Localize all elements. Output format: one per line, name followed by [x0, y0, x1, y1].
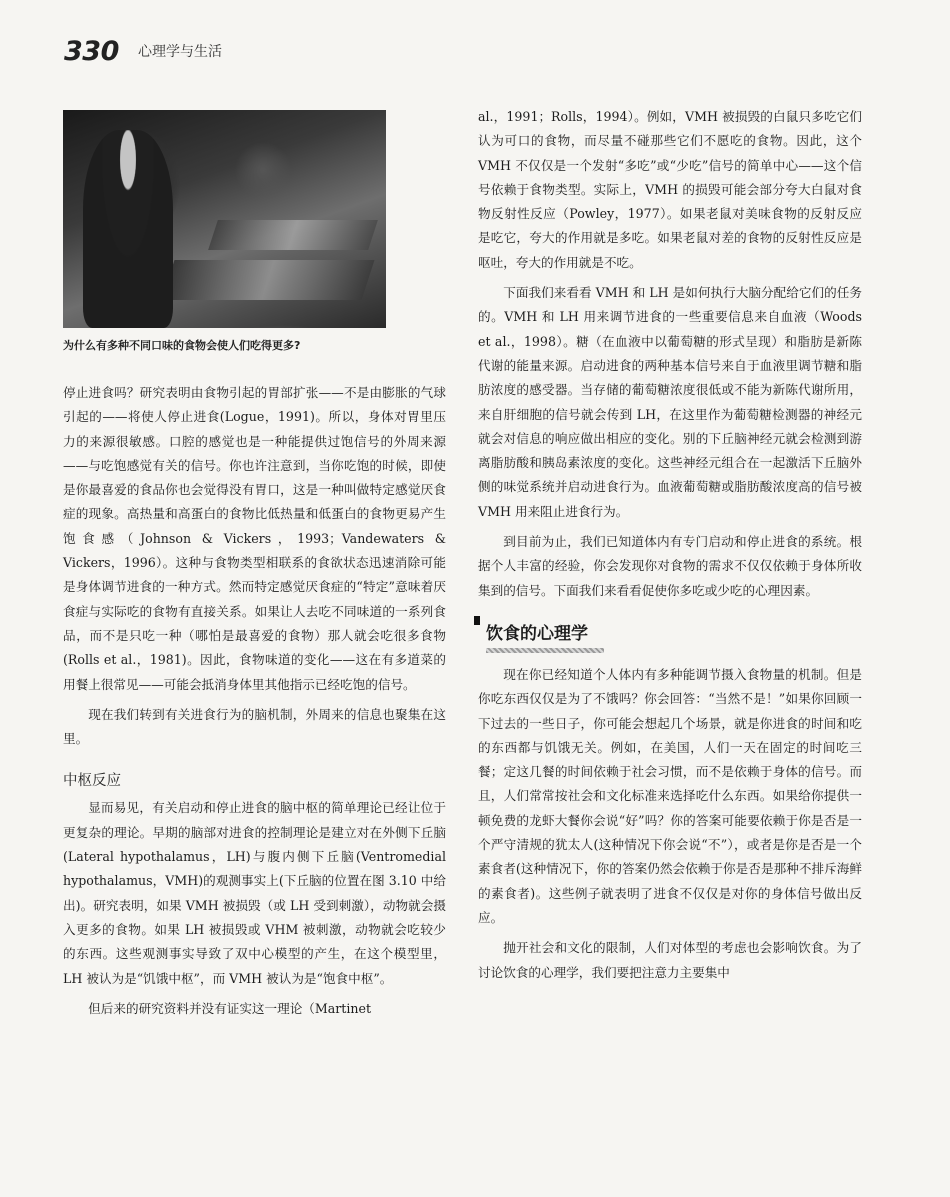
left-column — [63, 381, 446, 1021]
figure-caption: 为什么有多种不同口味的食物会使人们吃得更多? — [63, 339, 301, 352]
page-header — [64, 36, 222, 76]
body-paragraph: 停止进食吗？研究表明由食物引起的胃部扩张——不是由膨胀的气球引起的——将使人停止进食(Logue，1991)。所以，身体对胃里压力的来源很敏感。口腔的感觉也是一种能提供过饱信号的外周来源——与吃饱感觉有关的信号。你也许注意到，当你吃饱的时候，即使是你最喜爱的食品你也会觉得没有胃口，这是一种叫做特定感觉厌食症的现象。高热量和高蛋白的食物比低热量和低蛋白的食物更易产生饱食感（Johnson & Vickers，1993；Vandewaters & Vickers，1996）。这种与食物类型相联系的食欲状态迅速消除可能是身体调节进食的一种方式。然而特定感觉厌食症的“特定”意味着厌食症与实际吃的食物有直接关系。如果让人去吃不同味道的一系列食品，而不是只吃一种（哪怕是最喜爱的食物）那人就会吃很多食物(Rolls et al.，1981)。因此，食物味道的变化——这在有多道菜的用餐上很常见——可能会抵消身体里其他指示已经吃饱的信号。 — [63, 385, 446, 692]
body-paragraph: 显而易见，有关启动和停止进食的脑中枢的简单理论已经让位于更复杂的理论。早期的脑部对进食的控制理论是建立对在外侧下丘脑(Lateral hypothalamus，LH)与腹内侧下丘脑(Ventromedial hypothalamus，VMH)的观测事实上(下丘脑的位置在图 3.10 中给出)。研究表明，如果 VMH 被损毁（或 LH 受到刺激），动物就会摄入更多的食物。如果 LH 被损毁或 VHM 被刺激，动物就会吃较少的东西。这些观测事实导致了双中心模型的产生，在这个模型里，LH 被认为是“饥饿中枢”，而 VMH 被认为是“饱食中枢”。 — [63, 800, 446, 986]
section-heading — [478, 619, 862, 653]
body-paragraph: 到目前为止，我们已知道体内有专门启动和停止进食的系统。根据个人丰富的经验，你会发现你对食物的需求不仅仅依赖于身体所收集到的信号。下面我们来看看促使你多吃或少吃的心理因素。 — [478, 534, 862, 598]
subheading: 中枢反应 — [63, 773, 121, 790]
body-paragraph: 抛开社会和文化的限制，人们对体型的考虑也会影响饮食。为了讨论饮食的心理学，我们要把注意力主要集中 — [478, 940, 862, 980]
body-paragraph: 现在我们转到有关进食行为的脑机制，外周来的信息也聚集在这里。 — [63, 706, 446, 747]
body-paragraph: 但后来的研究资料并没有证实这一理论（Martinet — [88, 1000, 372, 1016]
buffet-photo — [63, 110, 386, 328]
section-heading-text: 饮食的心理学 — [486, 623, 588, 644]
running-title: 心理学与生活 — [137, 44, 222, 60]
body-paragraph: 下面我们来看看 VMH 和 LH 是如何执行大脑分配给它们的任务的。VMH 和 LH 用来调节进食的一些重要信息来自血液（Woods et al.，1998）。糖（在血液中以葡萄糖的形式呈现）和脂肪是新陈代谢的能量来源。启动进食的两种基本信号来自于血液里调节糖和脂肪浓度的感受器。当存储的葡萄糖浓度很低或不能为新陈代谢所用，来自肝细胞的信号就会传到 LH，在这里作为葡萄糖检测器的神经元就会对信息的响应做出相应的变化。别的下丘脑神经元就会检测到游离脂肪酸和胰岛素浓度的变化。这些神经元组合在一起激活下丘脑外侧的味觉系统并启动进食行为。血液葡萄糖或脂肪酸浓度高的信号被 VMH 用来阻止进食行为。 — [478, 285, 862, 519]
photo-person — [83, 130, 173, 328]
body-paragraph: 现在你已经知道个人体内有多种能调节摄入食物量的机制。但是你吃东西仅仅是为了不饿吗？你会回答：“当然不是！”如果你回顾一下过去的一些日子，你可能会想起几个场景，就是你进食的时间和吃的东西都与饥饿无关。例如，在美国，人们一天在固定的时间吃三餐；定这几餐的时间依赖于社会习惯，而不是依赖于身体的信号。而且，人们常常按社会和文化标准来选择吃什么东西。如果给你提供一顿免费的龙虾大餐你会说“好”吗？你的答案可能要依赖于你是否是一个严守清规的犹太人(这种情况下你会说“不”），或者是你是否是一个素食者(这种情况下，你的答案仍然会依赖于你是否是那种不排斥海鲜的素食者)。这些例子就表明了进食不仅仅是对你的身体信号做出反应。 — [478, 666, 862, 925]
photo-tray — [162, 260, 375, 300]
photo-tray — [208, 220, 378, 250]
right-column — [478, 105, 862, 985]
section-rule — [486, 648, 604, 653]
body-paragraph: al.，1991；Rolls，1994）。例如，VMH 被损毁的白鼠只多吃它们认为可口的食物，而尽量不碰那些它们不愿吃的食物。因此，这个 VMH 不仅仅是一个发射“多吃”或“少吃”信号的简单中心——这个信号依赖于食物类型。实际上，VMH 的损毁可能会部分夸大白鼠对食物反射性反应（Powley，1977）。如果老鼠对美味食物的反射反应是吃它，夸大的作用就是多吃。如果老鼠对差的食物的反射性反应是呕吐，夸大的作用就是不吃。 — [478, 109, 862, 270]
section-marker-icon — [474, 616, 480, 625]
page-number: 330 — [64, 36, 119, 67]
